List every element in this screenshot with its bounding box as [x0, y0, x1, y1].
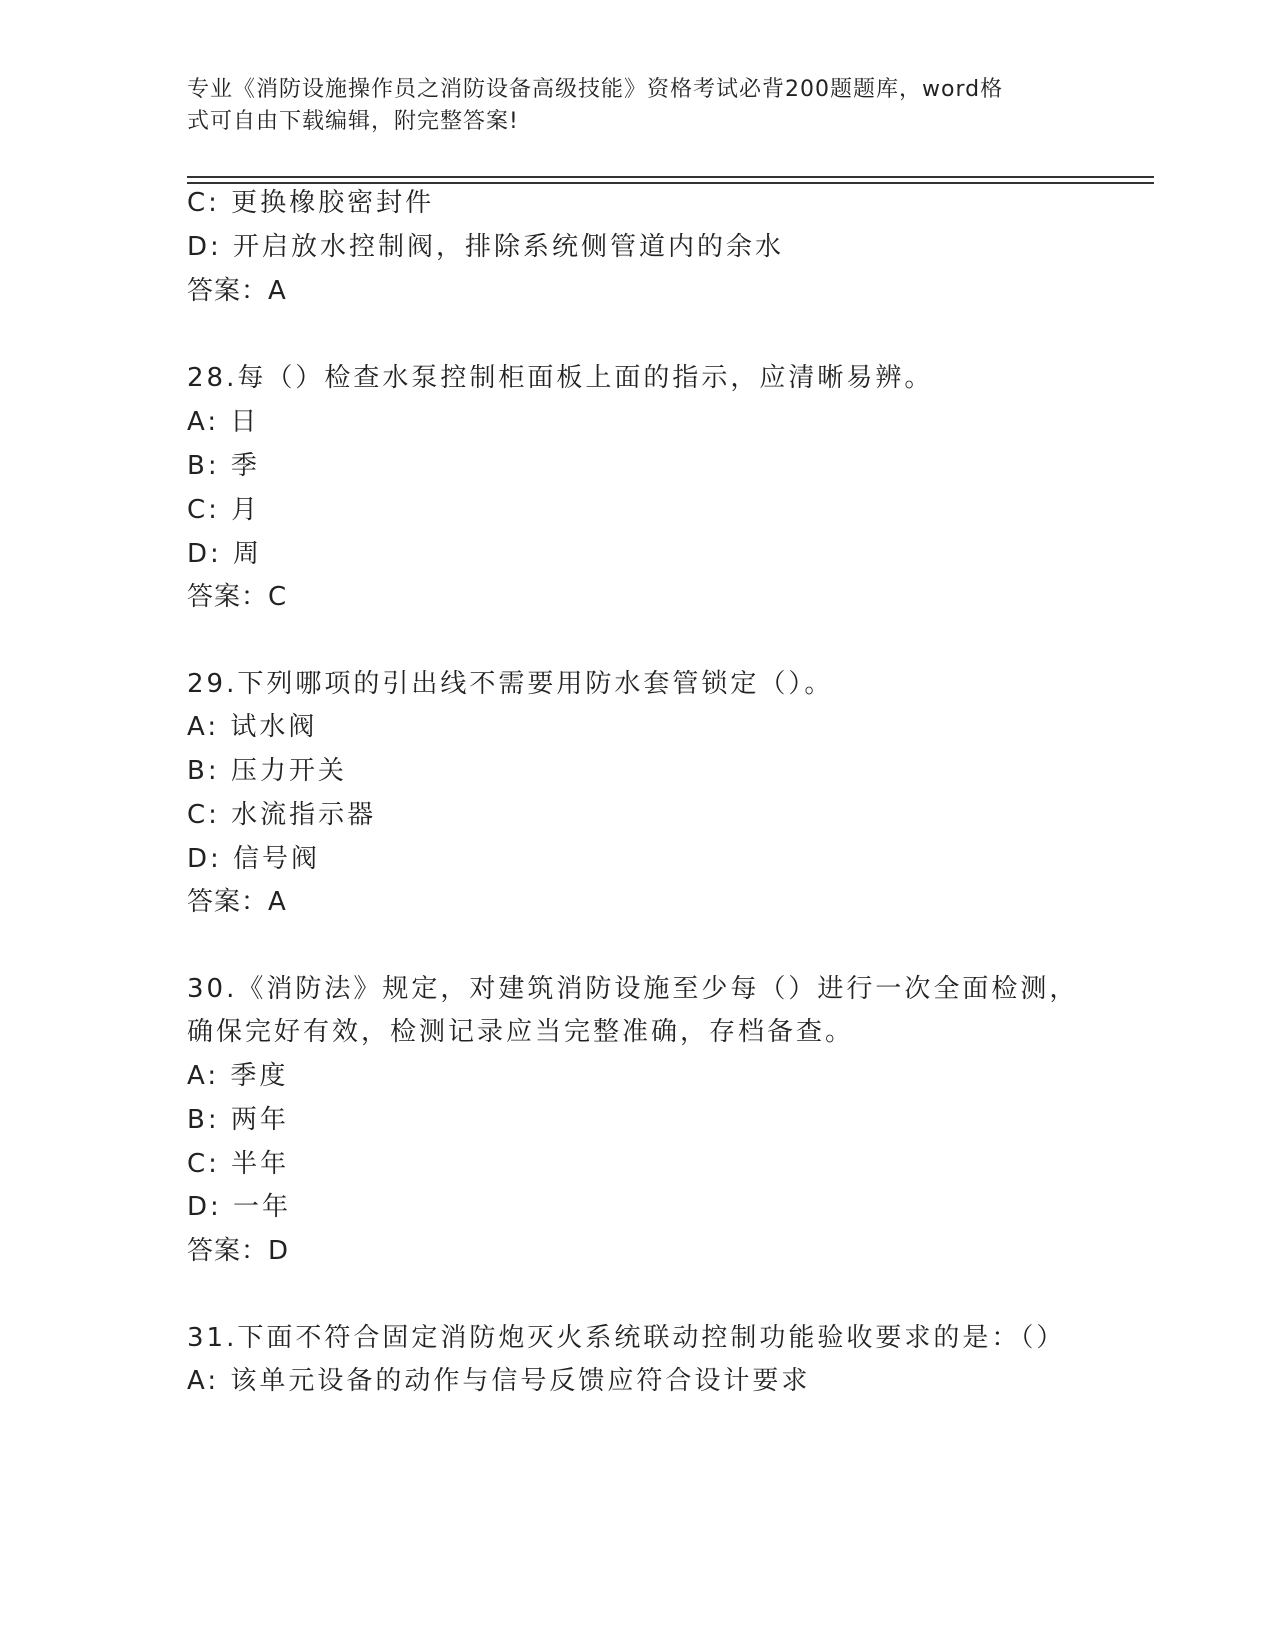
answer-line: 答案：A	[187, 887, 287, 917]
answer-line: 答案：A	[187, 276, 287, 306]
option-b: B: 压力开关	[187, 756, 347, 786]
option-a: A: 试水阀	[187, 712, 318, 742]
option-c: C: 更换橡胶密封件	[187, 188, 435, 218]
option-b: B: 两年	[187, 1105, 289, 1135]
option-a: A: 季度	[187, 1061, 289, 1091]
option-d: D: 一年	[187, 1192, 292, 1222]
header-line-1: 专业《消防设施操作员之消防设备高级技能》资格考试必背200题题库，word格	[187, 77, 1004, 102]
option-d: D: 信号阀	[187, 844, 321, 874]
question-stem: 30.《消防法》规定，对建筑消防设施至少每（）进行一次全面检测，	[187, 974, 1079, 1004]
option-c: C: 月	[187, 495, 261, 525]
option-c: C: 水流指示器	[187, 800, 377, 830]
option-a: A: 该单元设备的动作与信号反馈应符合设计要求	[187, 1366, 811, 1396]
option-b: B: 季	[187, 451, 260, 481]
header-rule-top	[187, 176, 1154, 178]
option-a: A: 日	[187, 407, 260, 437]
option-d: D: 周	[187, 539, 263, 569]
option-d: D: 开启放水控制阀，排除系统侧管道内的余水	[187, 232, 785, 262]
question-stem: 29.下列哪项的引出线不需要用防水套管锁定（）。	[187, 669, 834, 699]
answer-line: 答案：C	[187, 582, 288, 612]
answer-line: 答案：D	[187, 1236, 290, 1266]
document-header	[187, 74, 1077, 138]
header-line-2: 式可自由下载编辑，附完整答案!	[187, 109, 519, 134]
question-stem: 28.每（）检查水泵控制柜面板上面的指示，应清晰易辨。	[187, 363, 934, 393]
header-rule-bottom	[187, 182, 1154, 184]
question-stem-continued: 确保完好有效，检测记录应当完整准确，存档备查。	[187, 1017, 855, 1047]
question-stem: 31.下面不符合固定消防炮灭火系统联动控制功能验收要求的是：（）	[187, 1323, 1066, 1353]
option-c: C: 半年	[187, 1149, 290, 1179]
